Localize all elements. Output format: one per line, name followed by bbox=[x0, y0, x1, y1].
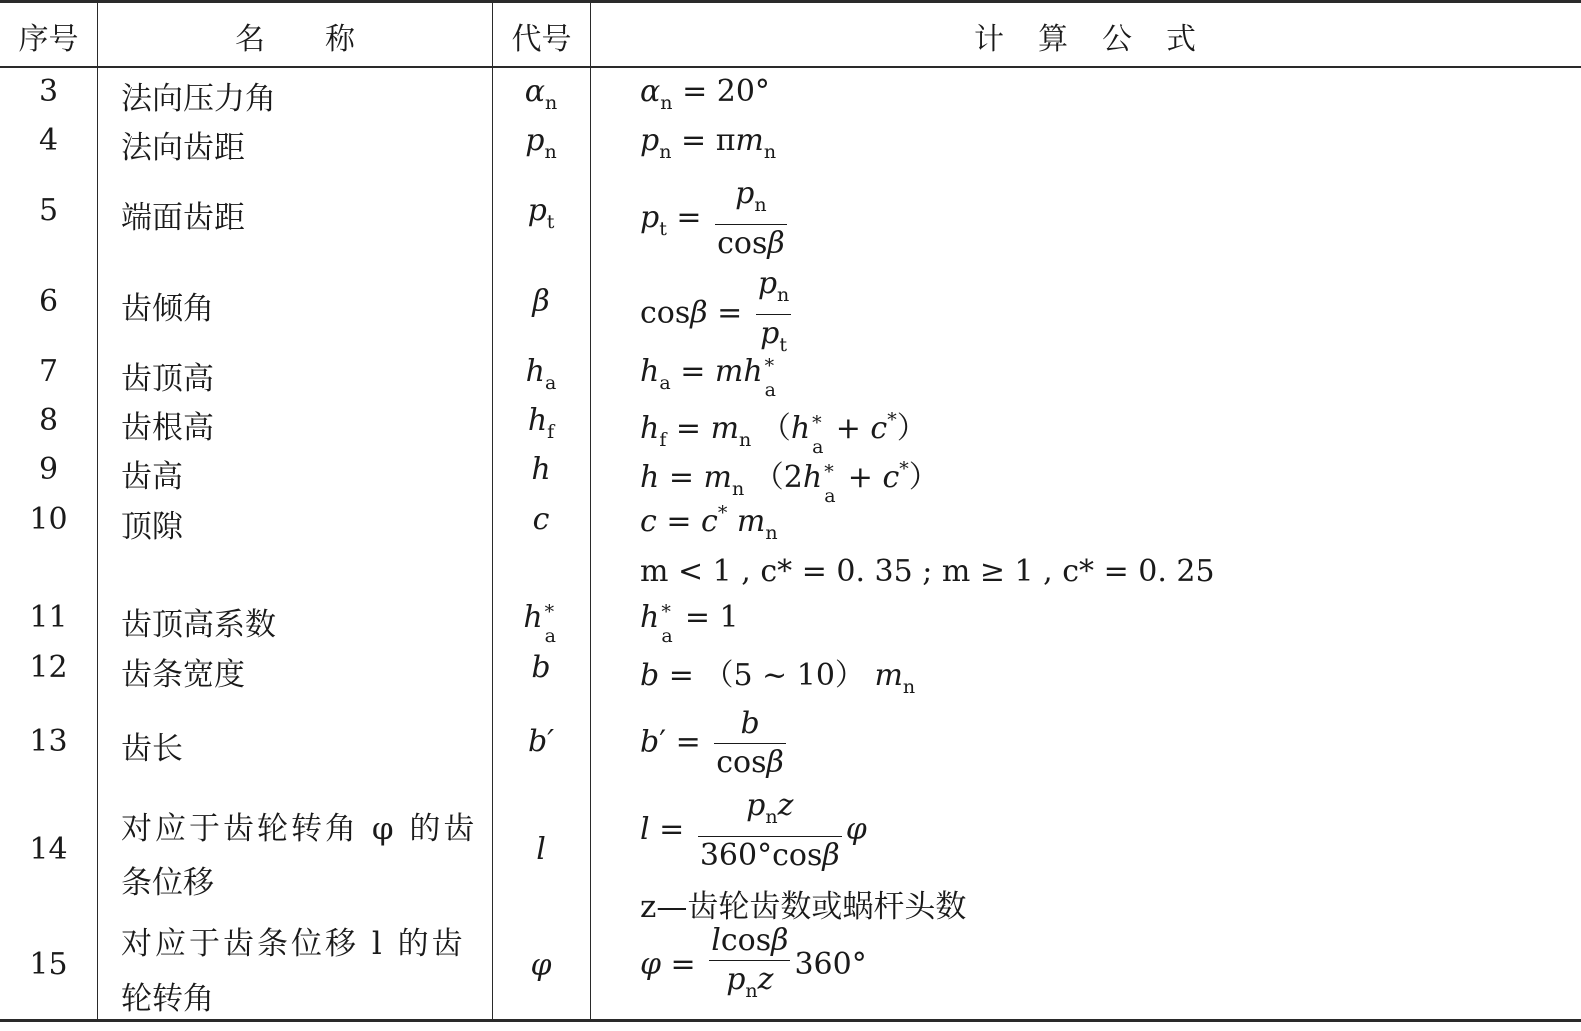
row-code: h * a bbox=[523, 600, 556, 647]
formula: $h = m_n$ （2h * a + c*） bbox=[640, 458, 939, 507]
row-code: l bbox=[536, 832, 546, 867]
row-name-line1: 对应于齿轮转角 φ 的齿 bbox=[121, 811, 478, 847]
formula-note: z—齿轮齿数或蜗杆头数 bbox=[640, 889, 967, 925]
formula: $\alpha_n = 20^\circ$ bbox=[640, 74, 770, 114]
header-name: 名 称 bbox=[235, 22, 355, 57]
row-name: 法向齿距 bbox=[121, 130, 245, 166]
row-code: $\alpha_n$ bbox=[524, 74, 558, 114]
row-seq: 5 bbox=[38, 193, 59, 228]
header-seq: 序号 bbox=[18, 22, 79, 57]
row-seq: 6 bbox=[38, 284, 59, 319]
row-seq: 12 bbox=[29, 650, 68, 685]
formula: $h_a$ = mh * a bbox=[640, 354, 776, 401]
formula: $h_f = m_n$ （h * a + c*） bbox=[640, 409, 927, 458]
row-seq: 14 bbox=[29, 832, 68, 867]
row-name: 齿倾角 bbox=[121, 291, 214, 327]
row-code: c bbox=[532, 502, 550, 537]
col-divider bbox=[590, 3, 591, 1019]
row-seq: 9 bbox=[38, 452, 59, 487]
row-name: 齿高 bbox=[121, 459, 183, 495]
header-formula: 计 算 公 式 bbox=[974, 22, 1198, 57]
row-name: 齿条宽度 bbox=[121, 657, 245, 693]
row-code: β bbox=[532, 284, 550, 319]
row-name-line2: 轮转角 bbox=[121, 981, 214, 1017]
row-seq: 4 bbox=[38, 123, 59, 158]
formula: c = c* $m_n$ bbox=[640, 502, 778, 544]
row-code: $p_n$ bbox=[525, 123, 557, 163]
row-code: h bbox=[531, 452, 551, 487]
row-code: $h_f$ bbox=[527, 403, 555, 443]
row-code: $p_t$ bbox=[527, 193, 555, 233]
formula: cosβ = $\frac{p_n}{p_t}$ bbox=[640, 266, 790, 356]
row-seq: 15 bbox=[29, 947, 68, 982]
row-seq: 3 bbox=[38, 74, 59, 109]
row-code: φ bbox=[530, 948, 552, 983]
formula: b′ = $\frac{b}{\cos\beta}$ bbox=[640, 706, 784, 780]
row-name: 齿根高 bbox=[121, 410, 214, 446]
formula: $p_t$ = $\frac{p_n}{\cos\beta}$ bbox=[640, 176, 785, 261]
row-name: 齿顶高 bbox=[121, 361, 214, 397]
row-name: 顶隙 bbox=[121, 509, 183, 545]
row-name: 齿顶高系数 bbox=[121, 607, 276, 643]
row-name: 端面齿距 bbox=[121, 200, 245, 236]
row-seq: 7 bbox=[38, 354, 59, 389]
row-code: $h_a$ bbox=[525, 354, 557, 394]
row-seq: 13 bbox=[29, 724, 68, 759]
formula: h * a = 1 bbox=[640, 600, 739, 647]
row-seq: 11 bbox=[29, 600, 68, 635]
row-seq: 8 bbox=[38, 403, 59, 438]
col-divider bbox=[97, 3, 98, 1019]
row-name-line2: 条位移 bbox=[121, 865, 214, 901]
row-name: 法向压力角 bbox=[121, 81, 276, 117]
formula: $p_n = \pi m_n$ bbox=[640, 123, 777, 163]
formula-condition: m < 1 , c* = 0. 35 ; m ≥ 1 , c* = 0. 25 bbox=[640, 554, 1215, 589]
row-name: 齿长 bbox=[121, 731, 183, 767]
formula: l = $\frac{p_nz}{360^\circ\cos\beta}$ φ bbox=[640, 788, 867, 873]
top-rule bbox=[0, 0, 1581, 3]
header-code: 代号 bbox=[511, 22, 572, 57]
header-rule bbox=[0, 66, 1581, 68]
row-code: b′ bbox=[527, 724, 554, 759]
formula: φ = $\frac{lcos\beta}{p_nz}$ 360° bbox=[640, 923, 867, 1002]
row-name-line1: 对应于齿条位移 l 的齿 bbox=[121, 926, 466, 962]
row-code: b bbox=[531, 650, 551, 685]
formula: b = （5 ~ 10） $m_n$ bbox=[640, 658, 916, 698]
row-seq: 10 bbox=[29, 502, 68, 537]
bottom-rule bbox=[0, 1019, 1581, 1022]
